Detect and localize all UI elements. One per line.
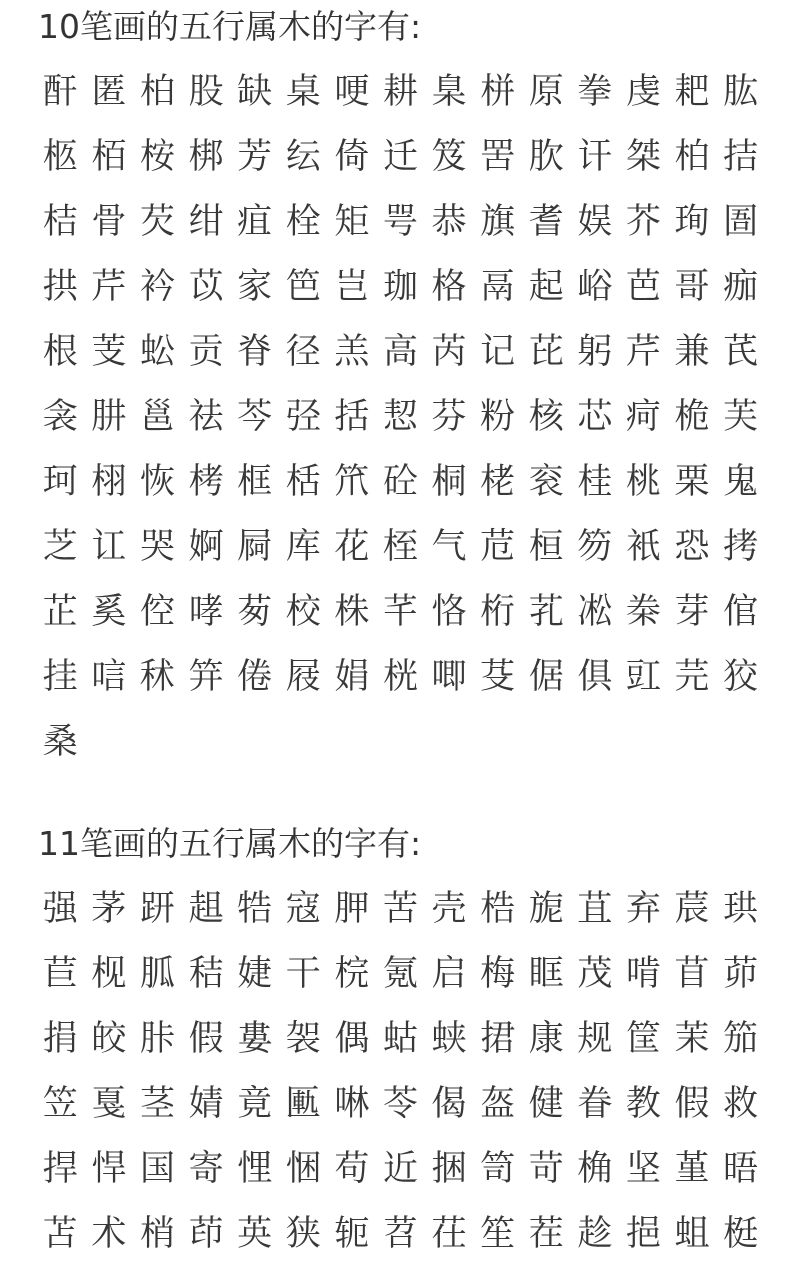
char-cell: 匭 [285, 1084, 321, 1124]
char-cell: 纭 [285, 137, 321, 177]
char-cell: 芟 [480, 657, 516, 697]
char-cell: 珂 [42, 462, 78, 502]
char-cell: 桁 [480, 592, 516, 632]
char-cell: 寄 [188, 1149, 224, 1189]
char-cell: 柩 [42, 137, 78, 177]
char-cell: 捆 [431, 1149, 467, 1189]
char-cell: 枧 [91, 954, 127, 994]
char-cell: 茎 [139, 1084, 175, 1124]
char-cell: 芪 [723, 332, 759, 372]
char-cell: 恭 [431, 202, 467, 242]
char-cell: 栟 [480, 72, 516, 112]
char-cell: 苕 [382, 1214, 418, 1254]
char-row [36, 879, 765, 939]
char-cell: 起 [528, 267, 564, 307]
char-cell: 咢 [382, 202, 418, 242]
char-row [36, 62, 765, 122]
char-cell: 竟 [237, 1084, 273, 1124]
char-cell: 苟 [334, 1149, 370, 1189]
char-cell: 苜 [674, 954, 710, 994]
char-cell: 讦 [577, 137, 613, 177]
char-cell: 晤 [723, 1149, 759, 1189]
char-cell: 术 [91, 1214, 127, 1254]
char-cell: 柏 [674, 137, 710, 177]
char-cell: 桷 [577, 1149, 613, 1189]
char-cell: 拳 [577, 72, 613, 112]
char-cell: 虔 [625, 72, 661, 112]
char-cell: 屙 [237, 527, 273, 567]
char-cell: 挂 [42, 657, 78, 697]
char-cell: 根 [42, 332, 78, 372]
char-cell: 芮 [431, 332, 467, 372]
char-row [36, 944, 765, 1004]
char-cell: 罟 [480, 137, 516, 177]
char-cell: 哥 [674, 267, 710, 307]
char-row [36, 647, 765, 707]
char-row [36, 257, 765, 317]
char-cell: 康 [528, 1019, 564, 1059]
char-cell: 趄 [188, 889, 224, 929]
char-cell: 英 [237, 1214, 273, 1254]
char-row [36, 712, 85, 772]
char-cell: 芝 [42, 527, 78, 567]
char-cell: 偶 [334, 1019, 370, 1059]
char-cell: 砼 [382, 462, 418, 502]
char-cell: 桎 [382, 527, 418, 567]
char-row [36, 1009, 765, 1069]
char-cell: 秫 [139, 657, 175, 697]
char-cell: 笈 [431, 137, 467, 177]
char-cell: 筐 [625, 1019, 661, 1059]
char-cell: 茐 [237, 592, 273, 632]
char-cell: 近 [382, 1149, 418, 1189]
char-cell: 轭 [334, 1214, 370, 1254]
char-cell: 邕 [139, 397, 175, 437]
char-cell: 笊 [334, 462, 370, 502]
char-cell: 桌 [285, 72, 321, 112]
char-cell: 珈 [382, 267, 418, 307]
char-cell: 岂 [334, 267, 370, 307]
char-cell: 哮 [188, 592, 224, 632]
char-cell: 国 [139, 1149, 175, 1189]
char-cell: 芫 [674, 657, 710, 697]
char-cell: 峪 [577, 267, 613, 307]
char-cell: 梆 [188, 137, 224, 177]
char-cell: 茬 [528, 1214, 564, 1254]
char-cell: 倚 [334, 137, 370, 177]
char-cell: 袈 [285, 1019, 321, 1059]
char-cell: 芊 [382, 592, 418, 632]
char-cell: 原 [528, 72, 564, 112]
char-cell: 梃 [723, 1214, 759, 1254]
char-cell: 旗 [480, 202, 516, 242]
char-cell: 旎 [528, 889, 564, 929]
char-cell: 芯 [577, 397, 613, 437]
char-cell: 骨 [91, 202, 127, 242]
char-cell: 干 [285, 954, 321, 994]
char-cell: 狭 [285, 1214, 321, 1254]
char-cell: 教 [625, 1084, 661, 1124]
char-cell: 桔 [42, 202, 78, 242]
char-cell: 蛱 [431, 1019, 467, 1059]
char-cell: 苫 [42, 1214, 78, 1254]
char-cell: 倥 [139, 592, 175, 632]
section-heading-11-strokes: 11笔画的五行属木的字有: [38, 824, 422, 863]
char-cell: 俱 [577, 657, 613, 697]
char-cell: 桊 [625, 592, 661, 632]
char-cell: 栳 [480, 462, 516, 502]
char-cell: 脊 [237, 332, 273, 372]
char-cell: 笏 [577, 527, 613, 567]
char-cell: 恢 [139, 462, 175, 502]
char-cell: 芷 [42, 592, 78, 632]
char-cell: 狡 [723, 657, 759, 697]
char-cell: 芹 [91, 267, 127, 307]
char-cell: 茉 [674, 1019, 710, 1059]
char-cell: 花 [334, 527, 370, 567]
char-cell: 衿 [139, 267, 175, 307]
char-cell: 桑 [42, 722, 78, 762]
char-cell: 趼 [139, 889, 175, 929]
char-cell: 股 [188, 72, 224, 112]
char-cell: 库 [285, 527, 321, 567]
char-cell: 秸 [188, 954, 224, 994]
char-cell: 家 [237, 267, 273, 307]
char-cell: 启 [431, 954, 467, 994]
char-cell: 痂 [723, 267, 759, 307]
char-cell: 珣 [674, 202, 710, 242]
char-cell: 眶 [528, 954, 564, 994]
char-cell: 核 [528, 397, 564, 437]
char-cell: 笄 [188, 657, 224, 697]
char-cell: 疽 [237, 202, 273, 242]
char-cell: 芰 [91, 332, 127, 372]
char-cell: 胍 [139, 954, 175, 994]
char-row [36, 1139, 765, 1199]
char-cell: 恐 [674, 527, 710, 567]
char-cell: 悃 [285, 1149, 321, 1189]
char-cell: 恝 [382, 397, 418, 437]
char-cell: 酐 [42, 72, 78, 112]
char-cell: 莀 [674, 889, 710, 929]
char-cell: 坚 [625, 1149, 661, 1189]
char-cell: 兼 [674, 332, 710, 372]
char-cell: 芙 [723, 397, 759, 437]
char-row [36, 517, 765, 577]
char-cell: 哽 [334, 72, 370, 112]
char-cell: 圄 [723, 202, 759, 242]
char-cell: 悍 [91, 1149, 127, 1189]
section-heading-10-strokes: 10笔画的五行属木的字有: [38, 7, 422, 46]
char-cell: 梡 [334, 954, 370, 994]
char-row [36, 127, 765, 187]
char-cell: 屐 [285, 657, 321, 697]
char-cell: 躬 [577, 332, 613, 372]
char-cell: 倦 [237, 657, 273, 697]
char-cell: 强 [42, 889, 78, 929]
char-cell: 桀 [625, 137, 661, 177]
char-cell: 娟 [334, 657, 370, 697]
char-cell: 拱 [42, 267, 78, 307]
char-cell: 格 [431, 267, 467, 307]
char-cell: 栓 [285, 202, 321, 242]
char-cell: 贡 [188, 332, 224, 372]
char-cell: 梅 [480, 954, 516, 994]
char-cell: 蛆 [674, 1214, 710, 1254]
char-cell: 苓 [382, 1084, 418, 1124]
char-cell: 疴 [625, 397, 661, 437]
char-cell: 氪 [382, 954, 418, 994]
char-row [36, 1204, 765, 1264]
char-cell: 假 [188, 1019, 224, 1059]
char-cell: 芳 [237, 137, 273, 177]
char-cell: 哭 [139, 527, 175, 567]
char-row [36, 452, 765, 512]
char-cell: 捍 [42, 1149, 78, 1189]
char-cell: 皎 [91, 1019, 127, 1059]
char-cell: 规 [577, 1019, 613, 1059]
char-cell: 芘 [528, 332, 564, 372]
char-cell: 株 [334, 592, 370, 632]
char-cell: 堇 [674, 1149, 710, 1189]
char-cell: 桂 [577, 462, 613, 502]
char-cell: 高 [382, 332, 418, 372]
char-cell: 寇 [285, 889, 321, 929]
char-cell: 羔 [334, 332, 370, 372]
char-cell: 茂 [577, 954, 613, 994]
char-cell: 苡 [188, 267, 224, 307]
char-cell: 苴 [577, 889, 613, 929]
char-cell: 耕 [382, 72, 418, 112]
char-cell: 弃 [625, 889, 661, 929]
char-cell: 肷 [528, 137, 564, 177]
char-cell: 健 [528, 1084, 564, 1124]
char-cell: 蛄 [382, 1019, 418, 1059]
char-cell: 戛 [91, 1084, 127, 1124]
char-cell: 绀 [188, 202, 224, 242]
char-cell: 婕 [237, 954, 273, 994]
char-cell: 矩 [334, 202, 370, 242]
char-cell: 胛 [334, 889, 370, 929]
char-cell: 桅 [674, 397, 710, 437]
char-cell: 婀 [188, 527, 224, 567]
char-cell: 弪 [285, 397, 321, 437]
char-cell: 壳 [431, 889, 467, 929]
char-cell: 苣 [42, 954, 78, 994]
char-cell: 笠 [42, 1084, 78, 1124]
char-cell: 芬 [431, 397, 467, 437]
char-cell: 肱 [723, 72, 759, 112]
char-cell: 鬼 [723, 462, 759, 502]
char-cell: 芽 [674, 592, 710, 632]
char-cell: 茆 [723, 954, 759, 994]
char-cell: 奚 [91, 592, 127, 632]
char-cell: 拷 [723, 527, 759, 567]
char-cell: 豇 [625, 657, 661, 697]
char-row [36, 192, 765, 252]
char-cell: 肼 [91, 397, 127, 437]
char-cell: 桃 [625, 462, 661, 502]
char-cell: 栩 [91, 462, 127, 502]
char-cell: 倨 [528, 657, 564, 697]
char-cell: 牿 [237, 889, 273, 929]
char-cell: 祛 [188, 397, 224, 437]
char-cell: 臬 [431, 72, 467, 112]
char-cell: 啃 [625, 954, 661, 994]
char-cell: 假 [674, 1084, 710, 1124]
char-cell: 梢 [139, 1214, 175, 1254]
char-cell: 茌 [431, 1214, 467, 1254]
char-cell: 气 [431, 527, 467, 567]
char-cell: 栗 [674, 462, 710, 502]
char-cell: 盔 [480, 1084, 516, 1124]
char-cell: 唁 [91, 657, 127, 697]
char-cell: 记 [480, 332, 516, 372]
char-cell: 胩 [139, 1019, 175, 1059]
char-row [36, 582, 765, 642]
char-cell: 粉 [480, 397, 516, 437]
char-cell: 桄 [382, 657, 418, 697]
char-cell: 笳 [723, 1019, 759, 1059]
char-cell: 括 [334, 397, 370, 437]
char-cell: 笥 [480, 1149, 516, 1189]
char-cell: 茅 [91, 889, 127, 929]
char-cell: 茚 [188, 1214, 224, 1254]
char-cell: 婧 [188, 1084, 224, 1124]
char-cell: 框 [237, 462, 273, 502]
char-cell: 芩 [237, 397, 273, 437]
char-cell: 芭 [625, 267, 661, 307]
char-cell: 栲 [188, 462, 224, 502]
char-cell: 桉 [139, 137, 175, 177]
char-cell: 凇 [577, 592, 613, 632]
char-cell: 衹 [625, 527, 661, 567]
char-cell: 衮 [528, 462, 564, 502]
char-cell: 径 [285, 332, 321, 372]
char-cell: 衾 [42, 397, 78, 437]
char-cell: 栝 [285, 462, 321, 502]
char-cell: 芡 [139, 202, 175, 242]
char-cell: 唧 [431, 657, 467, 697]
char-cell: 悝 [237, 1149, 273, 1189]
char-cell: 恪 [431, 592, 467, 632]
char-cell: 栢 [91, 137, 127, 177]
char-cell: 耆 [528, 202, 564, 242]
char-cell: 苦 [382, 889, 418, 929]
char-cell: 芤 [528, 592, 564, 632]
char-row [36, 1074, 765, 1134]
char-cell: 鬲 [480, 267, 516, 307]
char-cell: 挹 [625, 1214, 661, 1254]
char-cell: 救 [723, 1084, 759, 1124]
char-cell: 娱 [577, 202, 613, 242]
char-cell: 校 [285, 592, 321, 632]
char-cell: 趁 [577, 1214, 613, 1254]
char-cell: 桐 [431, 462, 467, 502]
char-cell: 珙 [723, 889, 759, 929]
char-cell: 缺 [237, 72, 273, 112]
char-cell: 苊 [480, 527, 516, 567]
char-cell: 捃 [480, 1019, 516, 1059]
char-cell: 蚣 [139, 332, 175, 372]
char-cell: 啉 [334, 1084, 370, 1124]
char-cell: 讧 [91, 527, 127, 567]
char-cell: 柏 [139, 72, 175, 112]
char-cell: 捐 [42, 1019, 78, 1059]
char-cell: 偈 [431, 1084, 467, 1124]
char-cell: 耙 [674, 72, 710, 112]
char-row [36, 387, 765, 447]
char-cell: 婁 [237, 1019, 273, 1059]
char-cell: 苛 [528, 1149, 564, 1189]
char-cell: 迁 [382, 137, 418, 177]
char-cell: 拮 [723, 137, 759, 177]
char-cell: 芥 [625, 202, 661, 242]
char-cell: 倌 [723, 592, 759, 632]
char-cell: 芹 [625, 332, 661, 372]
char-cell: 眷 [577, 1084, 613, 1124]
char-cell: 桓 [528, 527, 564, 567]
char-cell: 梏 [480, 889, 516, 929]
char-cell: 笙 [480, 1214, 516, 1254]
char-cell: 笆 [285, 267, 321, 307]
char-row [36, 322, 765, 382]
char-cell: 匿 [91, 72, 127, 112]
